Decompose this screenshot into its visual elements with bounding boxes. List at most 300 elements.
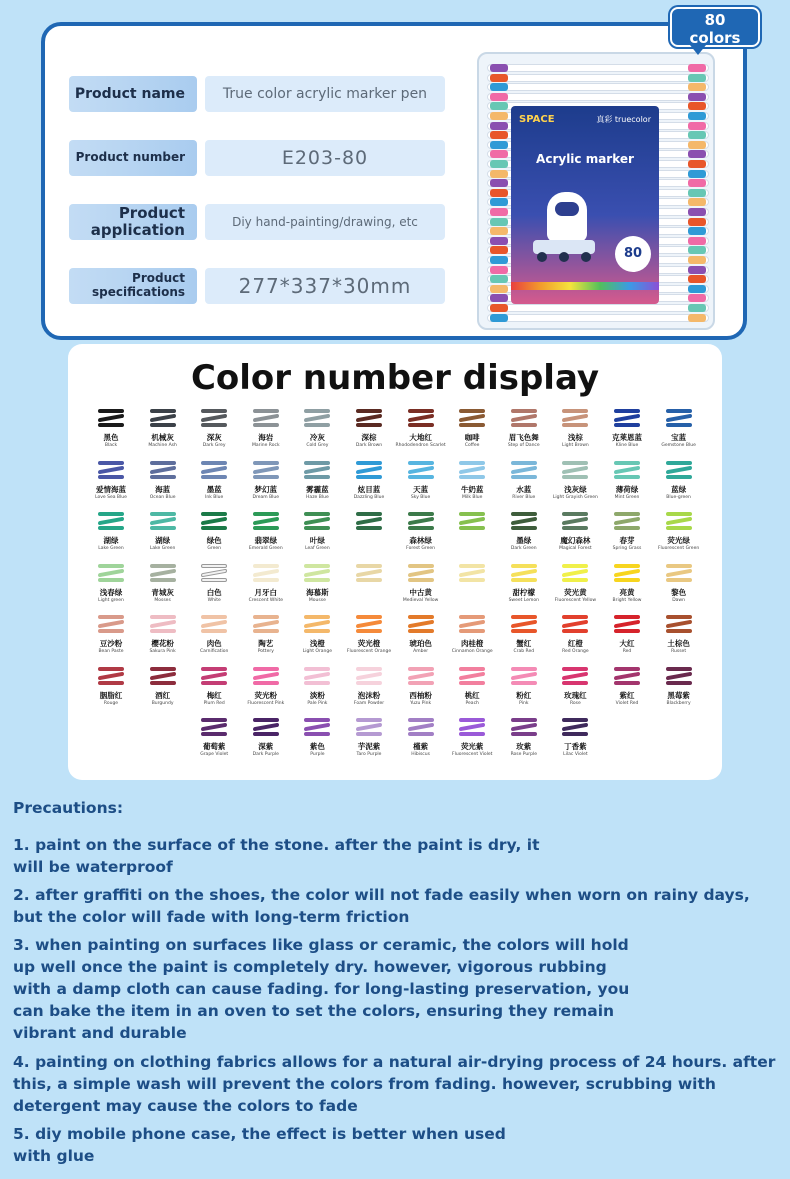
marker-cap xyxy=(688,227,706,235)
spec-value: E203-80 xyxy=(205,140,445,176)
color-name-en: Fluorescent Violet xyxy=(452,752,493,757)
marker-cap xyxy=(688,275,706,283)
color-swatch xyxy=(601,460,653,512)
color-name-cn: 大地红 xyxy=(409,433,432,442)
marker-cap xyxy=(490,160,508,168)
color-swatch xyxy=(601,511,653,563)
color-swatch xyxy=(240,563,292,615)
color-name-en: Dark Grey xyxy=(202,443,226,448)
color-stroke xyxy=(98,408,124,428)
color-stroke xyxy=(98,511,124,531)
box-brand: SPACE xyxy=(519,114,555,125)
color-name-en: Crescent White xyxy=(248,597,283,603)
marker-cap xyxy=(688,131,706,139)
color-swatch xyxy=(395,717,447,769)
color-name-en: Carnification xyxy=(199,649,229,654)
marker-cap xyxy=(688,122,706,130)
color-swatch xyxy=(343,511,395,563)
color-stroke xyxy=(356,666,382,686)
color-name-en: Gemstone Blue xyxy=(661,443,696,448)
color-display-title: Color number display xyxy=(190,358,600,398)
color-stroke xyxy=(356,408,382,428)
color-stroke xyxy=(201,563,227,583)
color-swatch xyxy=(498,614,550,666)
marker-cap xyxy=(688,74,706,82)
color-name-cn: 海慕斯 xyxy=(306,587,329,597)
marker-cap xyxy=(688,102,706,110)
color-stroke xyxy=(562,511,588,531)
color-name-cn: 雾霾蓝 xyxy=(306,484,329,494)
color-swatch xyxy=(85,511,137,563)
color-name-en: Pale Pink xyxy=(307,700,328,706)
color-swatch xyxy=(85,666,137,718)
color-name-cn: 樱花粉 xyxy=(151,639,174,648)
color-name-cn: 魔幻森林 xyxy=(560,536,591,545)
color-swatch xyxy=(395,563,447,615)
marker-cap xyxy=(688,141,706,149)
color-stroke xyxy=(356,511,382,531)
color-name-cn: 薄荷绿 xyxy=(615,484,639,494)
color-stroke xyxy=(356,614,382,634)
color-name-en: Love Sea Blue xyxy=(95,494,127,500)
precautions-heading: Precautions: xyxy=(13,799,124,817)
color-stroke xyxy=(459,511,485,531)
color-name-en: Forest Green xyxy=(406,546,436,551)
color-stroke xyxy=(459,408,485,428)
color-swatch xyxy=(498,717,550,769)
color-stroke xyxy=(666,614,692,634)
color-stroke xyxy=(150,614,176,634)
color-name-cn: 梅红 xyxy=(206,690,222,700)
color-name-cn: 大红 xyxy=(619,639,635,648)
marker-cap xyxy=(688,314,706,322)
astronaut-illustration xyxy=(547,192,587,242)
color-swatch xyxy=(137,511,189,563)
badge-number: 80 xyxy=(704,11,726,29)
color-swatch xyxy=(601,408,653,460)
color-name-en: Mint Green xyxy=(614,494,640,500)
color-name-en: Sweet Lemon xyxy=(508,597,540,603)
color-name-en: Pottery xyxy=(257,649,274,654)
color-swatch xyxy=(498,460,550,512)
color-stroke xyxy=(98,563,124,583)
color-swatch xyxy=(601,563,653,615)
color-stroke xyxy=(408,563,434,583)
marker-cap xyxy=(490,227,508,235)
color-swatch xyxy=(188,408,240,460)
color-name-cn: 酒红 xyxy=(155,690,171,700)
color-swatch xyxy=(498,511,550,563)
color-stroke xyxy=(511,511,537,531)
color-name-en: Emerald Green xyxy=(248,546,283,551)
color-name-cn: 肉色 xyxy=(206,639,222,648)
color-stroke xyxy=(150,511,176,531)
color-name-cn: 淡粉 xyxy=(309,690,325,700)
color-name-cn: 春芽 xyxy=(619,536,635,545)
marker-cap xyxy=(490,246,508,254)
marker-cap xyxy=(490,256,508,264)
color-swatch xyxy=(137,563,189,615)
color-name-en: Taro Purple xyxy=(356,752,382,757)
color-name-cn: 海岩 xyxy=(258,433,274,442)
marker-cap xyxy=(490,131,508,139)
marker-cap xyxy=(490,237,508,245)
color-stroke xyxy=(408,408,434,428)
color-name-en: Medieval Yellow xyxy=(402,597,439,603)
color-swatch xyxy=(653,511,705,563)
color-name-cn: 墨绿 xyxy=(516,536,532,545)
color-swatch xyxy=(291,717,343,769)
marker-cap xyxy=(688,179,706,187)
color-stroke xyxy=(408,460,434,480)
color-swatch xyxy=(240,408,292,460)
color-name-en: White xyxy=(207,597,221,603)
color-name-cn: 梦幻蓝 xyxy=(254,484,278,494)
color-name-en: Blue-green xyxy=(666,494,691,500)
precaution-item: 5. diy mobile phone case, the effect is better when used with glue xyxy=(13,1125,506,1165)
color-name-en: Hibiscus xyxy=(411,752,430,757)
color-name-cn: 西柚粉 xyxy=(409,690,432,700)
color-swatch xyxy=(395,408,447,460)
color-stroke xyxy=(98,460,124,480)
color-name-cn: 芋泥紫 xyxy=(357,742,381,751)
color-swatch xyxy=(240,717,292,769)
color-stroke xyxy=(253,460,279,480)
color-name-en: Grape Violet xyxy=(200,752,229,757)
color-stroke xyxy=(304,666,330,686)
color-swatch xyxy=(343,614,395,666)
marker-cap xyxy=(688,150,706,158)
marker-cap xyxy=(688,285,706,293)
marker-cap xyxy=(688,266,706,274)
astronaut-visor xyxy=(555,202,579,216)
color-swatch xyxy=(549,408,601,460)
color-name-en: Mosses xyxy=(154,597,171,603)
color-name-en: Step of Dance xyxy=(507,443,540,448)
color-swatch xyxy=(188,666,240,718)
colors-count-badge xyxy=(670,7,760,47)
color-name-cn: 森林绿 xyxy=(409,536,432,545)
color-stroke xyxy=(614,666,640,686)
color-name-cn: 豆沙粉 xyxy=(99,639,123,648)
color-swatch xyxy=(343,563,395,615)
color-name-cn: 眉飞色舞 xyxy=(508,433,539,442)
marker-cap xyxy=(490,150,508,158)
color-stroke xyxy=(253,563,279,583)
color-name-cn: 浅橙 xyxy=(309,639,325,648)
marker-cap xyxy=(490,198,508,206)
color-swatch xyxy=(653,460,705,512)
color-swatch xyxy=(446,614,498,666)
box-title: Acrylic marker xyxy=(536,152,634,166)
color-name-cn: 荧光橙 xyxy=(357,639,381,648)
color-name-en: Foam Powder xyxy=(353,700,385,706)
color-name-en: Light Brown xyxy=(561,443,589,448)
color-name-cn: 甜柠檬 xyxy=(512,587,536,597)
color-stroke xyxy=(201,408,227,428)
color-name-cn: 中古黄 xyxy=(409,587,432,597)
color-stroke xyxy=(666,511,692,531)
color-swatch xyxy=(498,563,550,615)
color-name-en: Fluorescent Yellow xyxy=(554,597,597,603)
color-name-en: Fluorescent Orange xyxy=(346,649,392,654)
color-name-en: Black xyxy=(104,443,118,448)
color-name-en: Red Orange xyxy=(562,649,589,654)
color-swatch xyxy=(343,666,395,718)
color-stroke xyxy=(150,563,176,583)
color-name-cn: 荧光粉 xyxy=(254,690,278,700)
marker-cap xyxy=(688,218,706,226)
color-name-en: Dark Green xyxy=(510,546,537,551)
color-name-en: Plum Red xyxy=(203,700,225,706)
color-name-en: Mousse xyxy=(308,597,326,603)
marker-cap xyxy=(688,198,706,206)
color-name-en: Yuzu Pink xyxy=(410,700,432,706)
color-swatch xyxy=(601,666,653,718)
spec-label: Product name xyxy=(69,76,197,112)
color-stroke xyxy=(614,408,640,428)
color-swatch xyxy=(549,563,601,615)
color-name-en: Ink Blue xyxy=(205,494,224,500)
color-name-cn: 机械灰 xyxy=(151,433,174,442)
marker-cap xyxy=(490,102,508,110)
color-swatch xyxy=(291,563,343,615)
precaution-item: 1. paint on the surface of the stone. after the paint is dry, it will be waterproof xyxy=(13,836,540,876)
color-name-en: Purple xyxy=(310,752,325,757)
color-name-cn: 蟹红 xyxy=(516,639,532,648)
color-stroke xyxy=(253,717,279,737)
color-name-en: Dream Blue xyxy=(252,494,280,500)
color-stroke xyxy=(408,717,434,737)
color-name-cn: 深棕 xyxy=(361,433,377,442)
marker-cap xyxy=(490,64,508,72)
color-name-en: Machine Ash xyxy=(148,443,177,448)
color-swatch xyxy=(549,717,601,769)
color-name-cn: 牛奶蓝 xyxy=(460,484,484,494)
color-name-cn: 玫瑰红 xyxy=(564,690,587,700)
color-swatch xyxy=(291,614,343,666)
spec-label: Product specifications xyxy=(69,268,197,304)
color-name-en: Fluorescent Green xyxy=(657,546,700,551)
precaution-item: 4. painting on clothing fabrics allows for a natural air-drying process of 24 hours. after this, a simple wash will prevent the colors from fading. however, scrubbing with detergent may cause the colors to fade xyxy=(13,1053,776,1115)
color-stroke xyxy=(408,614,434,634)
color-stroke xyxy=(562,717,588,737)
marker-cap xyxy=(688,83,706,91)
color-name-cn: 土棕色 xyxy=(667,639,690,648)
color-name-en: Russet xyxy=(671,649,687,654)
color-name-cn: 爱情海蓝 xyxy=(96,484,126,494)
color-name-en: Red xyxy=(622,649,632,654)
color-swatch xyxy=(446,460,498,512)
color-swatch xyxy=(188,563,240,615)
color-stroke xyxy=(201,511,227,531)
color-stroke xyxy=(150,408,176,428)
marker-cap xyxy=(688,237,706,245)
spec-label: Product number xyxy=(69,140,197,176)
color-swatch xyxy=(291,460,343,512)
marker-cap xyxy=(490,93,508,101)
color-name-cn: 蓝绿 xyxy=(671,484,687,494)
color-swatch xyxy=(343,717,395,769)
color-swatch xyxy=(137,614,189,666)
color-name-en: Fluorescent Pink xyxy=(247,700,285,706)
color-name-cn: 月牙白 xyxy=(254,587,278,597)
box-cover xyxy=(511,106,659,304)
color-name-en: Coffee xyxy=(464,443,480,448)
spec-value: Diy hand-painting/drawing, etc xyxy=(205,204,445,240)
marker-cap xyxy=(490,294,508,302)
spec-value: 277*337*30mm xyxy=(205,268,445,304)
marker-cap xyxy=(688,208,706,216)
color-name-cn: 紫色 xyxy=(309,742,325,751)
color-stroke xyxy=(614,511,640,531)
color-swatch xyxy=(549,666,601,718)
color-swatch xyxy=(188,614,240,666)
color-name-en: Sakura Pink xyxy=(149,649,176,654)
color-name-en: Dawn xyxy=(672,597,685,603)
color-stroke xyxy=(459,717,485,737)
color-swatch xyxy=(137,666,189,718)
color-stroke xyxy=(614,460,640,480)
color-name-en: Rose Purple xyxy=(510,752,538,757)
color-stroke xyxy=(666,408,692,428)
color-name-cn: 黑莓紫 xyxy=(667,690,690,700)
color-name-en: Lake Green xyxy=(149,546,176,551)
color-name-en: Bean Paste xyxy=(98,649,124,654)
color-name-cn: 深灰 xyxy=(206,433,222,442)
color-name-en: Dazzling Blue xyxy=(353,494,385,500)
color-name-cn: 荧光黄 xyxy=(564,587,587,597)
marker-cap xyxy=(490,122,508,130)
spec-value: True color acrylic marker pen xyxy=(205,76,445,112)
color-name-cn: 海蓝 xyxy=(155,484,171,494)
color-name-cn: 冷灰 xyxy=(309,433,325,442)
marker-cap xyxy=(490,74,508,82)
color-name-cn: 紫红 xyxy=(619,690,635,700)
marker-cap xyxy=(490,112,508,120)
color-stroke xyxy=(253,666,279,686)
spec-label: Product application xyxy=(69,204,197,240)
color-swatch xyxy=(85,408,137,460)
color-swatch xyxy=(291,408,343,460)
color-stroke xyxy=(614,563,640,583)
color-name-en: Light Orange xyxy=(302,649,333,654)
color-stroke xyxy=(511,717,537,737)
color-name-cn: 青城灰 xyxy=(151,587,174,597)
color-name-cn: 湖绿 xyxy=(103,536,119,545)
color-stroke xyxy=(666,460,692,480)
color-stroke xyxy=(201,460,227,480)
color-swatch xyxy=(653,563,705,615)
color-swatch xyxy=(446,511,498,563)
color-name-en: Rose xyxy=(569,700,581,706)
color-swatch xyxy=(188,460,240,512)
color-name-en: Milk Blue xyxy=(461,494,483,500)
color-stroke xyxy=(253,614,279,634)
color-stroke xyxy=(562,460,588,480)
box-count-badge: 80 xyxy=(615,236,651,272)
color-name-cn: 粉红 xyxy=(516,690,532,700)
box-brand-cn: 真彩 truecolor xyxy=(596,115,651,124)
color-name-en: Sky Blue xyxy=(410,494,431,500)
color-strip xyxy=(511,282,659,290)
marker-pen xyxy=(487,64,709,72)
color-name-en: Marine Rock xyxy=(252,443,280,448)
color-stroke xyxy=(304,460,330,480)
color-stroke xyxy=(459,460,485,480)
color-swatch xyxy=(549,511,601,563)
color-name-en: Pink xyxy=(519,700,529,706)
color-swatch xyxy=(395,614,447,666)
color-name-en: Rhododendron Scarlet xyxy=(395,443,446,448)
color-stroke xyxy=(356,563,382,583)
color-name-cn: 桃红 xyxy=(464,690,480,700)
color-swatch xyxy=(85,460,137,512)
color-name-cn: 浅棕 xyxy=(567,433,583,442)
color-name-cn: 亮黄 xyxy=(619,587,635,597)
color-stroke xyxy=(666,666,692,686)
color-name-cn: 琥珀色 xyxy=(409,639,432,648)
marker-cap xyxy=(490,83,508,91)
marker-cap xyxy=(490,170,508,178)
badge-tail xyxy=(690,45,706,55)
color-name-cn: 红橙 xyxy=(567,639,583,648)
color-swatch xyxy=(549,614,601,666)
color-stroke xyxy=(408,666,434,686)
color-name-cn: 黑色 xyxy=(103,433,119,442)
color-swatch xyxy=(85,563,137,615)
color-stroke xyxy=(304,563,330,583)
color-swatch xyxy=(498,666,550,718)
color-name-en: Magical Forest xyxy=(559,546,592,551)
marker-cap xyxy=(490,218,508,226)
color-stroke xyxy=(562,408,588,428)
color-name-en: Cold Grey xyxy=(306,443,329,448)
color-swatch xyxy=(240,511,292,563)
color-stroke xyxy=(614,614,640,634)
color-stroke xyxy=(150,460,176,480)
precaution-item: 2. after graffiti on the shoes, the color will not fade easily when worn on rainy days, but the color will fade with long-term friction xyxy=(13,886,750,926)
color-stroke xyxy=(356,717,382,737)
color-stroke xyxy=(201,666,227,686)
marker-cap xyxy=(688,246,706,254)
color-name-cn: 绿色 xyxy=(206,536,222,545)
color-swatch xyxy=(85,614,137,666)
marker-cap xyxy=(490,266,508,274)
precaution-item: 3. when painting on surfaces like glass or ceramic, the colors will hold up well once the paint is completely dry. however, vigorous rubbing with a damp cloth can cause fading. for long-lasting preservation, you can bake the item in an oven to set the colors, ensuring they remain vibrant and durable xyxy=(13,936,630,1042)
color-swatch xyxy=(395,666,447,718)
color-name-en: Dark Purple xyxy=(252,752,279,757)
rover-wheel xyxy=(581,252,591,262)
color-stroke xyxy=(304,717,330,737)
color-name-cn: 陶艺 xyxy=(258,639,274,648)
marker-cap xyxy=(688,64,706,72)
color-swatch xyxy=(291,511,343,563)
color-name-en: Burgundy xyxy=(151,700,174,706)
color-swatch xyxy=(137,460,189,512)
marker-cap xyxy=(490,275,508,283)
color-name-en: Rouge xyxy=(103,700,119,706)
color-name-cn: 炫目蓝 xyxy=(357,484,381,494)
color-name-en: Amber xyxy=(413,649,429,654)
color-name-cn: 肉桂橙 xyxy=(460,639,484,648)
color-name-en: Dark Brown xyxy=(355,443,383,448)
color-name-en: Haze Blue xyxy=(306,494,329,500)
color-stroke xyxy=(511,408,537,428)
color-name-cn: 葡萄紫 xyxy=(202,742,226,751)
color-stroke xyxy=(511,563,537,583)
color-swatch xyxy=(498,408,550,460)
